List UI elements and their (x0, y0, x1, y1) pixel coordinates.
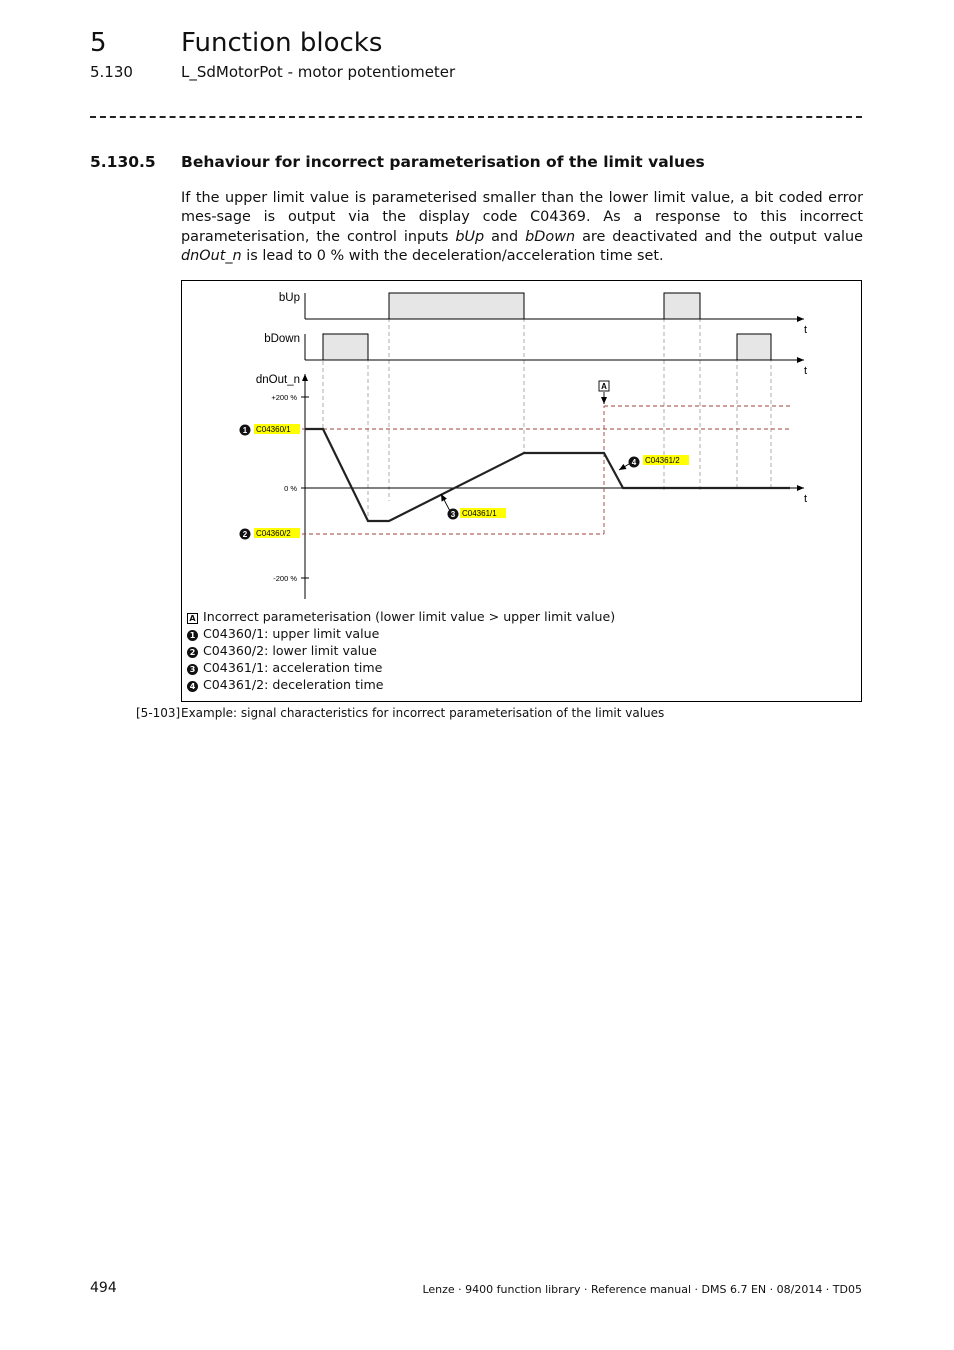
legend-item-a (187, 608, 615, 625)
section-title: L_SdMotorPot - motor potentiometer (181, 63, 456, 81)
bdown-pulse (737, 334, 771, 360)
bup-pulse (389, 293, 524, 319)
figure-caption-number: [5-103] (136, 706, 181, 720)
legend-1-icon: 1 (187, 630, 198, 641)
bdown-label: bDown (264, 333, 300, 345)
body-paragraph (181, 189, 863, 267)
marker-1-number: 1 (242, 426, 248, 435)
dnout-curve (305, 429, 790, 521)
legend-text: C04360/1: upper limit value (203, 626, 380, 641)
tick-label-minus200: -200 % (273, 574, 297, 583)
paragraph-part2: are deactivated and the output value (575, 228, 863, 245)
marker-a-letter: A (601, 382, 607, 391)
bup-pulse (664, 293, 700, 319)
paragraph-bup: bUp (455, 228, 485, 245)
bup-label: bUp (278, 292, 300, 304)
chapter-title: Function blocks (181, 28, 383, 58)
signal-diagram (182, 281, 863, 611)
legend-text: C04361/2: deceleration time (203, 677, 384, 692)
tag-c04360-2: C04360/2 (256, 529, 291, 538)
bdown-pulse (323, 334, 368, 360)
legend-mark (187, 642, 201, 659)
legend-text: C04360/2: lower limit value (203, 643, 377, 658)
legend (187, 608, 615, 693)
dnout-t-label: t (804, 493, 808, 505)
subsection-title: Behaviour for incorrect parameterisation of the limit values (181, 153, 705, 171)
legend-item-4 (187, 676, 615, 693)
paragraph-part1: If the upper limit value is parameterised smaller than the lower limit value, a bit coded error mes-sage is output via the display code C04369. As a response to this incorrect parameterisation, the control inputs (181, 190, 863, 245)
chapter-number: 5 (90, 28, 107, 58)
legend-mark (187, 659, 201, 676)
subsection-number: 5.130.5 (90, 153, 156, 171)
page-number: 494 (90, 1280, 117, 1296)
figure-box (181, 280, 862, 702)
bdown-t-label: t (804, 365, 808, 377)
legend-mark (187, 608, 201, 625)
paragraph-bdown: bDown (525, 228, 576, 245)
marker-3-number: 3 (450, 510, 456, 519)
marker-2-number: 2 (242, 530, 248, 539)
limit-lines (302, 406, 790, 534)
paragraph-and: and (484, 228, 526, 245)
header-divider (90, 116, 862, 118)
legend-2-icon: 2 (187, 647, 198, 658)
marker-4-number: 4 (631, 458, 637, 467)
legend-item-2 (187, 642, 615, 659)
legend-mark (187, 676, 201, 693)
tag-c04361-2: C04361/2 (645, 456, 680, 465)
callout-4-arrow (619, 464, 629, 470)
legend-3-icon: 3 (187, 664, 198, 675)
timing-guides (323, 318, 771, 521)
legend-item-3 (187, 659, 615, 676)
tag-c04361-1: C04361/1 (462, 509, 497, 518)
legend-mark (187, 625, 201, 642)
tick-label-plus200: +200 % (271, 393, 297, 402)
legend-text: C04361/1: acceleration time (203, 660, 383, 675)
figure-caption-text: Example: signal characteristics for incorrect parameterisation of the limit values (181, 706, 665, 720)
footer-text: Lenze · 9400 function library · Reference manual · DMS 6.7 EN · 08/2014 · TD05 (422, 1283, 862, 1296)
paragraph-part3: is lead to 0 % with the deceleration/acceleration time set. (241, 248, 664, 265)
bup-t-label: t (804, 324, 808, 336)
legend-text: Incorrect parameterisation (lower limit value > upper limit value) (203, 609, 616, 624)
tick-label-zero: 0 % (284, 484, 297, 493)
section-number: 5.130 (90, 63, 133, 81)
paragraph-dnout: dnOut_n (181, 248, 242, 265)
legend-a-icon: A (187, 613, 198, 624)
legend-item-1 (187, 625, 615, 642)
legend-4-icon: 4 (187, 681, 198, 692)
callout-3-arrow (441, 494, 450, 511)
dnout-label: dnOut_n (255, 374, 300, 386)
tag-c04360-1: C04360/1 (256, 425, 291, 434)
